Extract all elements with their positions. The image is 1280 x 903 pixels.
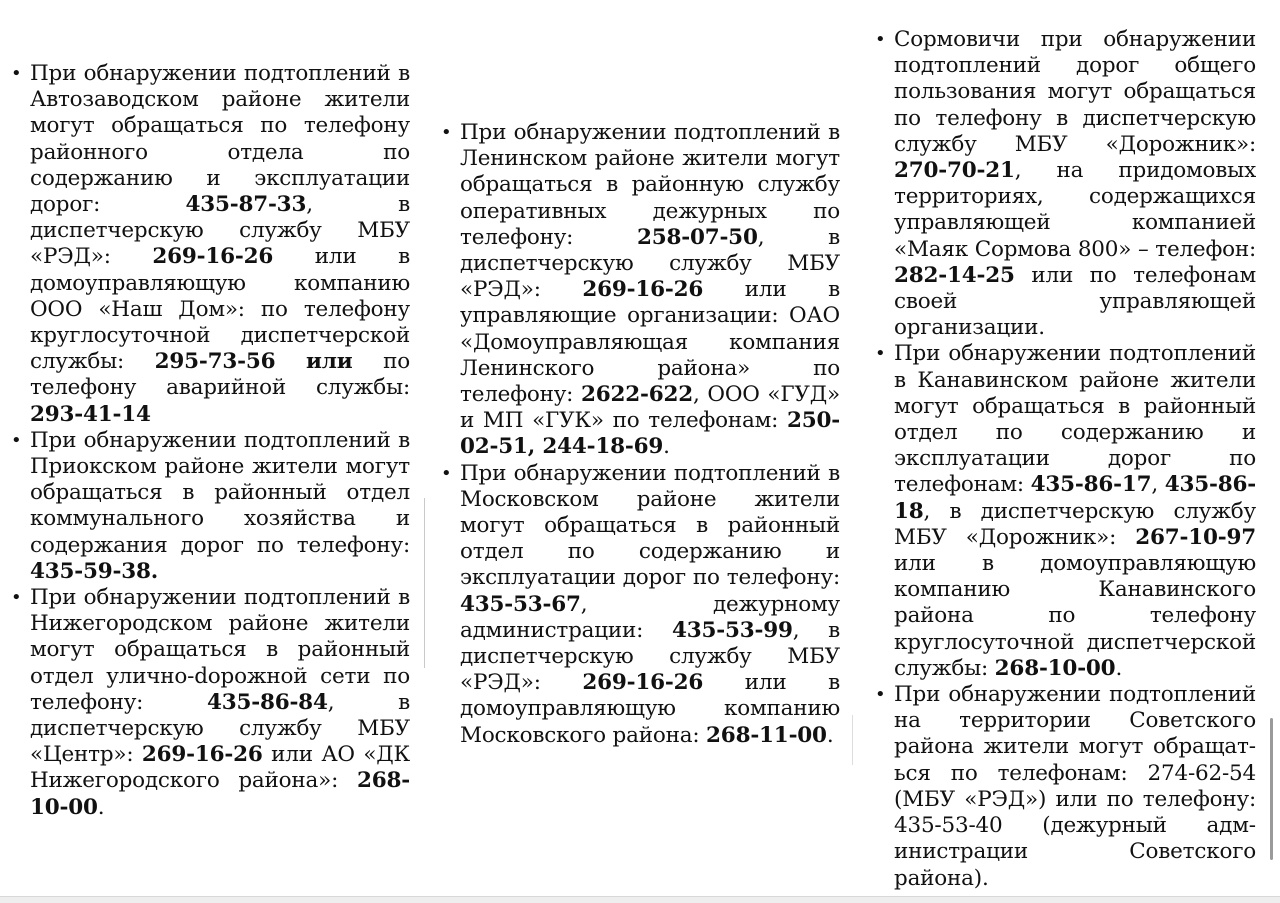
text-run: или в домоуправляющую компанию Канавинского района по телефону круглосуточной диспетчерской службы:	[894, 551, 1256, 681]
text-run: .	[826, 722, 834, 748]
bullet-list	[440, 0, 840, 749]
phone-number: 268-11-00	[706, 722, 827, 748]
list-item	[440, 120, 840, 461]
text-run: .	[97, 794, 105, 820]
text-run: или в домоуправляющую компанию ООО «Наш Дом»: по телефону круглосуточной диспетчерской службы:	[30, 244, 410, 375]
bullet-icon: •	[441, 462, 452, 484]
text-run	[275, 349, 306, 374]
text-run: , в диспетчерскую службу МБУ «РЭД»:	[460, 617, 840, 696]
phone-number: 2622-622	[580, 382, 693, 408]
bullet-list	[874, 0, 1256, 892]
text-run: , ООО «ГУД» и МП «ГУК» по телефонам:	[460, 382, 840, 434]
phone-number: 268-10-00	[994, 655, 1116, 681]
list-item	[874, 341, 1256, 682]
text-run: При обнаружении подтоплений в Московском районе жители могут обращаться в районный отдел по содержанию и эксплуатации дорог по телефону:	[460, 460, 840, 591]
bullet-icon: •	[11, 429, 22, 451]
item-text	[30, 428, 410, 584]
item-text	[460, 120, 840, 459]
text-run: или в управляющие организации: ОАО «Домоуправляющая компания Ленинского района» по телефону:	[460, 277, 840, 408]
list-item	[440, 461, 840, 749]
column-right	[874, 0, 1256, 891]
item-text	[460, 461, 840, 748]
text-run: по телефону аварийной службы:	[30, 349, 410, 401]
phone-number: 295-73-56	[154, 349, 276, 375]
phone-number: 269-16-26	[582, 277, 704, 303]
phone-number: 270-70-21	[894, 158, 1015, 184]
phone-number: 435-86-84	[206, 689, 328, 715]
text-run: Сормовичи при обнаружении подтоплений дорог общего пользования могут обращаться по телефону в диспетчерскую службу МБУ «Дорожник»:	[894, 27, 1256, 157]
phone-number: 268-10-00	[30, 768, 410, 820]
text-run: , в диспетчерскую службу МБУ «РЭД»:	[460, 224, 840, 303]
phone-number: 435-87-33	[185, 192, 307, 218]
list-item	[10, 428, 410, 585]
phone-number: 435-53-67	[460, 591, 581, 617]
phone-number: 293-41-14	[30, 401, 151, 427]
text-run: ,	[1151, 472, 1165, 498]
phone-number: 435-53-99	[671, 617, 793, 643]
text-run: При обнаружении подтоплений в Ленинском районе жители могут обращаться в районную службу оперативных дежурных по телефону:	[460, 120, 840, 250]
text-run: При обнаружении подтоплений в Канавинском районе жители могут обращаться в районный отдел по содержанию и эксплуатации дорог по телефонам:	[894, 341, 1256, 498]
bullet-icon: •	[11, 63, 22, 84]
phone-number: 435-86-18	[894, 472, 1256, 524]
text-run: или АО «ДК Нижегородского района»:	[30, 742, 410, 794]
list-item	[874, 27, 1256, 341]
text-run: При обнаружении подтоплений в Приокском районе жители могут обращаться в районный отдел коммунального хозяйства и содержания дорог по телефону:	[30, 427, 410, 558]
phone-number: 282-14-25	[894, 262, 1015, 288]
column-left	[10, 0, 410, 833]
text-run: или по телефонам своей управляющей организации.	[894, 262, 1256, 341]
phone-number: 435-86-17	[1030, 472, 1152, 498]
phone-number: 269-16-26	[141, 742, 263, 768]
bullet-icon: •	[875, 343, 886, 365]
bullet-icon: •	[441, 122, 452, 143]
text-run: .	[1115, 655, 1123, 681]
phone-number: 267-10-97	[1135, 524, 1256, 550]
bullet-list	[10, 0, 410, 821]
item-text	[894, 341, 1256, 680]
text-run: или в домоуправляющую компанию Московского района:	[460, 670, 840, 748]
item-text	[30, 61, 410, 427]
text-run: , в диспетчерскую службу МБУ «РЭД»:	[30, 192, 410, 270]
list-item	[10, 61, 410, 428]
column-divider	[424, 498, 425, 668]
text-run: , в диспетчерскую службу МБУ «Центр»:	[30, 689, 410, 768]
column-divider	[852, 715, 853, 765]
phone-number: или	[306, 349, 353, 375]
list-item	[10, 585, 410, 821]
list-item	[874, 682, 1256, 892]
item-text	[894, 27, 1256, 340]
text-run: При обнаружении подтоплений в Автозаводском районе жители могут обращаться по телефону районного отдела по содержанию и эксплуатации дорог:	[30, 61, 410, 218]
phone-number: 269-16-26	[582, 670, 704, 696]
item-text	[894, 682, 1256, 890]
text-run: При обнаружении подтоплений на территории Советского района жители могут обращаться по телефонам: 274-62-54 (МБУ «РЭД») или по телефону: 435-53-40 (дежурный администрации Советского района).	[894, 682, 1256, 891]
phone-number: 435-59-38.	[30, 558, 159, 584]
scrollbar[interactable]	[1270, 718, 1273, 860]
page-bottom-edge	[0, 896, 1280, 903]
phone-number: 250-02-51, 244-18-69	[460, 408, 840, 460]
phone-number: 258-07-50	[636, 224, 758, 250]
phone-number: 269-16-26	[152, 244, 274, 270]
bullet-icon: •	[11, 587, 22, 609]
bullet-icon: •	[875, 684, 886, 706]
text-run: , на придомовых территориях, содержащихся управляющей компанией «Маяк Сормова 800» – телефон:	[894, 158, 1256, 262]
bullet-icon: •	[875, 29, 886, 50]
text-run: При обнаружении подтоплений в Нижегородском районе жители могут обращаться в районный отдел улично-dорожной сети по телефону:	[30, 585, 410, 715]
column-middle	[440, 0, 840, 780]
text-run: .	[663, 434, 670, 460]
item-text	[30, 585, 410, 820]
text-run: , в диспетчерскую службу МБУ «Дорожник»:	[894, 498, 1256, 550]
text-run: , дежурному администрации:	[460, 591, 840, 643]
